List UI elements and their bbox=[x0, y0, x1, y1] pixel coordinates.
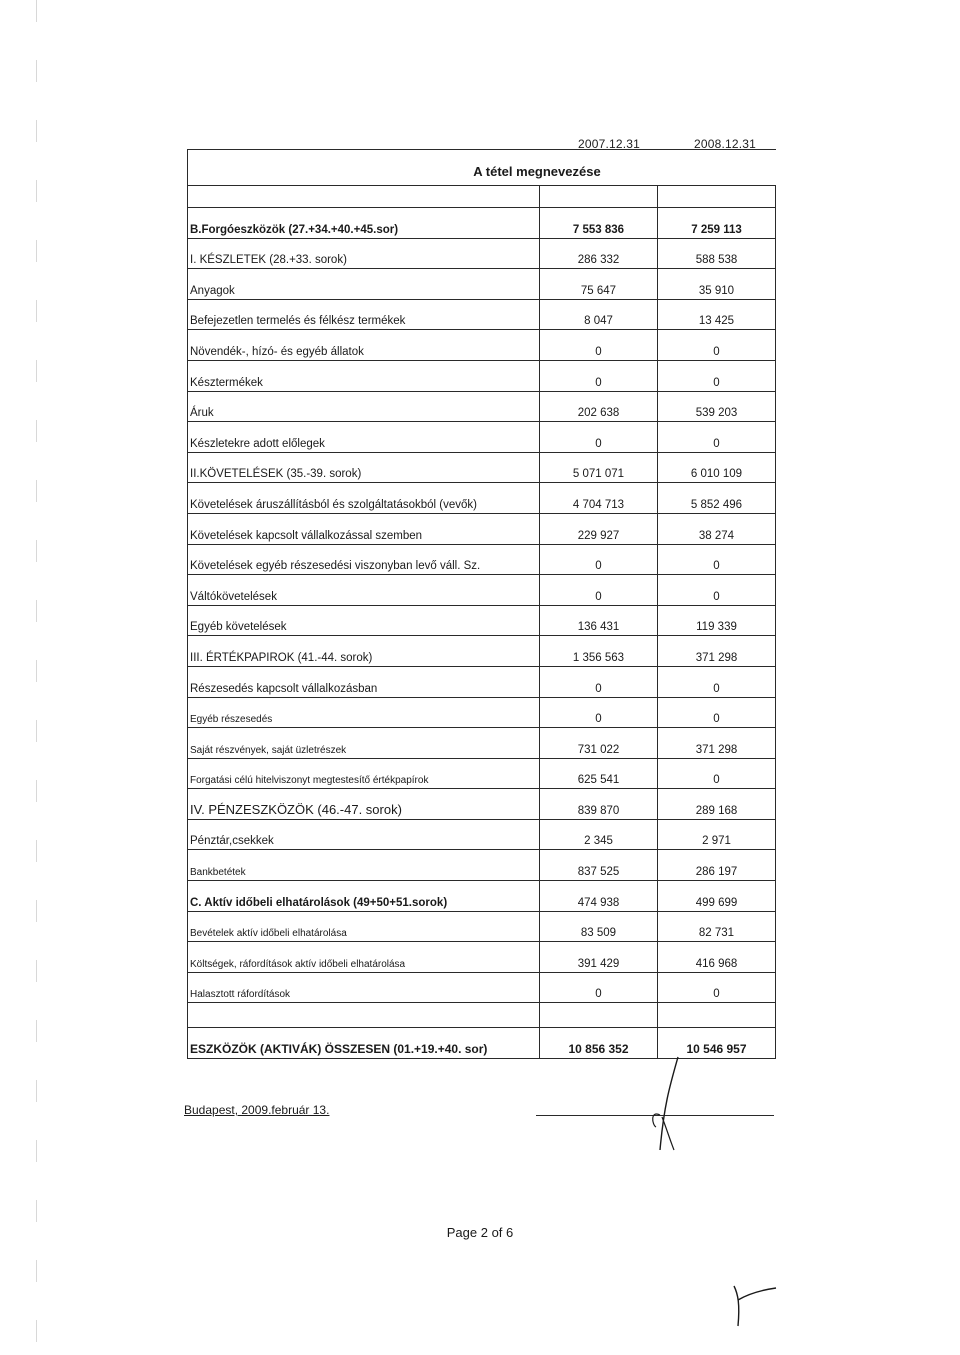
row-label: Halasztott ráfordítások bbox=[188, 972, 540, 1003]
row-value-2007: 474 938 bbox=[540, 881, 658, 912]
row-value-2008: 0 bbox=[658, 575, 776, 606]
gap-row bbox=[188, 1003, 776, 1028]
scan-edge-artifact bbox=[36, 0, 37, 1355]
row-value-2008: 35 910 bbox=[658, 269, 776, 300]
row-label: Követelések egyéb részesedési viszonyban levő váll. Sz. bbox=[188, 544, 540, 575]
row-value-2007: 4 704 713 bbox=[540, 483, 658, 514]
row-value-2007: 75 647 bbox=[540, 269, 658, 300]
table-row-aktiv-elhatarolasok bbox=[188, 881, 776, 912]
row-label: III. ÉRTÉKPAPIROK (41.-44. sorok) bbox=[188, 636, 540, 667]
table-row bbox=[188, 942, 776, 973]
table-row bbox=[188, 697, 776, 728]
row-value-2007: 5 071 071 bbox=[540, 452, 658, 483]
row-label: Bevételek aktív időbeli elhatárolása bbox=[188, 911, 540, 942]
row-label: Követelések kapcsolt vállalkozással szemben bbox=[188, 513, 540, 544]
signature-mark bbox=[640, 1055, 700, 1155]
column-date-2007: 2007.12.31 bbox=[578, 137, 641, 151]
table-row bbox=[188, 972, 776, 1003]
row-value-2008: 13 425 bbox=[658, 299, 776, 330]
table-title: A tétel megnevezése bbox=[473, 164, 601, 179]
row-value-2008: 371 298 bbox=[658, 636, 776, 667]
row-value-2007: 0 bbox=[540, 972, 658, 1003]
row-value-2008: 6 010 109 bbox=[658, 452, 776, 483]
table-row bbox=[188, 513, 776, 544]
initials-mark bbox=[722, 1280, 782, 1330]
table-row bbox=[188, 238, 776, 269]
row-label: Egyéb részesedés bbox=[188, 697, 540, 728]
table-row bbox=[188, 605, 776, 636]
table-row bbox=[188, 819, 776, 850]
row-value-2007: 202 638 bbox=[540, 391, 658, 422]
table-row bbox=[188, 452, 776, 483]
row-label: B.Forgóeszközök (27.+34.+40.+45.sor) bbox=[188, 208, 540, 239]
row-label: IV. PÉNZESZKÖZÖK (46.-47. sorok) bbox=[188, 789, 540, 820]
table-row bbox=[188, 269, 776, 300]
table-row bbox=[188, 330, 776, 361]
row-label: Költségek, ráfordítások aktív időbeli elhatárolása bbox=[188, 942, 540, 973]
row-value-2007: 391 429 bbox=[540, 942, 658, 973]
row-value-2008: 0 bbox=[658, 544, 776, 575]
table-row bbox=[188, 299, 776, 330]
row-label: Késztermékek bbox=[188, 360, 540, 391]
row-label: Növendék-, hízó- és egyéb állatok bbox=[188, 330, 540, 361]
balance-sheet-table bbox=[187, 149, 776, 1059]
row-value-2007: 0 bbox=[540, 422, 658, 453]
table-row bbox=[188, 728, 776, 759]
row-value-2008: 119 339 bbox=[658, 605, 776, 636]
row-label: Készletekre adott előlegek bbox=[188, 422, 540, 453]
table-row bbox=[188, 850, 776, 881]
table-row bbox=[188, 636, 776, 667]
row-value-2007: 625 541 bbox=[540, 758, 658, 789]
row-value-2008: 0 bbox=[658, 422, 776, 453]
row-label: Áruk bbox=[188, 391, 540, 422]
row-value-2008: 289 168 bbox=[658, 789, 776, 820]
row-value-2008: 0 bbox=[658, 330, 776, 361]
row-label: Bankbetétek bbox=[188, 850, 540, 881]
total-value-2007: 10 856 352 bbox=[540, 1028, 658, 1059]
table-row bbox=[188, 483, 776, 514]
row-label: Váltókövetelések bbox=[188, 575, 540, 606]
row-value-2007: 0 bbox=[540, 544, 658, 575]
row-value-2007: 839 870 bbox=[540, 789, 658, 820]
row-label: Követelések áruszállításból és szolgáltatásokból (vevők) bbox=[188, 483, 540, 514]
table-row bbox=[188, 911, 776, 942]
row-value-2008: 5 852 496 bbox=[658, 483, 776, 514]
row-label: I. KÉSZLETEK (28.+33. sorok) bbox=[188, 238, 540, 269]
row-value-2007: 229 927 bbox=[540, 513, 658, 544]
table-row bbox=[188, 666, 776, 697]
row-value-2008: 0 bbox=[658, 666, 776, 697]
row-label: Anyagok bbox=[188, 269, 540, 300]
row-value-2008: 0 bbox=[658, 697, 776, 728]
row-value-2007: 1 356 563 bbox=[540, 636, 658, 667]
row-value-2007: 7 553 836 bbox=[540, 208, 658, 239]
row-value-2008: 371 298 bbox=[658, 728, 776, 759]
total-label: ESZKÖZÖK (AKTIVÁK) ÖSSZESEN (01.+19.+40. sor) bbox=[188, 1028, 540, 1059]
row-value-2007: 837 525 bbox=[540, 850, 658, 881]
row-value-2008: 286 197 bbox=[658, 850, 776, 881]
row-value-2008: 499 699 bbox=[658, 881, 776, 912]
row-value-2007: 731 022 bbox=[540, 728, 658, 759]
table-row bbox=[188, 789, 776, 820]
row-value-2007: 2 345 bbox=[540, 819, 658, 850]
row-value-2008: 7 259 113 bbox=[658, 208, 776, 239]
place-date: Budapest, 2009.február 13. bbox=[184, 1103, 330, 1117]
row-label: II.KÖVETELÉSEK (35.-39. sorok) bbox=[188, 452, 540, 483]
table-row bbox=[188, 422, 776, 453]
page-number: Page 2 of 6 bbox=[446, 1225, 514, 1240]
row-value-2008: 0 bbox=[658, 360, 776, 391]
row-value-2007: 0 bbox=[540, 360, 658, 391]
table-row bbox=[188, 360, 776, 391]
table-row bbox=[188, 758, 776, 789]
row-value-2008: 82 731 bbox=[658, 911, 776, 942]
row-label: Befejezetlen termelés és félkész termékek bbox=[188, 299, 540, 330]
row-value-2007: 83 509 bbox=[540, 911, 658, 942]
column-date-2008: 2008.12.31 bbox=[694, 137, 757, 151]
row-value-2008: 2 971 bbox=[658, 819, 776, 850]
row-label: Részesedés kapcsolt vállalkozásban bbox=[188, 666, 540, 697]
row-value-2008: 416 968 bbox=[658, 942, 776, 973]
row-value-2007: 0 bbox=[540, 697, 658, 728]
table-row bbox=[188, 391, 776, 422]
row-label: Forgatási célú hitelviszonyt megtestesítő értékpapírok bbox=[188, 758, 540, 789]
table-row bbox=[188, 575, 776, 606]
row-label: C. Aktív időbeli elhatárolások (49+50+51.sorok) bbox=[188, 881, 540, 912]
row-value-2008: 588 538 bbox=[658, 238, 776, 269]
table-row-forgoeszkozok bbox=[188, 208, 776, 239]
row-value-2007: 0 bbox=[540, 330, 658, 361]
table-row bbox=[188, 544, 776, 575]
row-label: Egyéb követelések bbox=[188, 605, 540, 636]
row-label: Saját részvények, saját üzletrészek bbox=[188, 728, 540, 759]
row-value-2008: 539 203 bbox=[658, 391, 776, 422]
row-value-2007: 286 332 bbox=[540, 238, 658, 269]
row-value-2008: 38 274 bbox=[658, 513, 776, 544]
spacer-row bbox=[188, 186, 776, 208]
row-value-2007: 0 bbox=[540, 666, 658, 697]
row-value-2007: 0 bbox=[540, 575, 658, 606]
row-value-2007: 8 047 bbox=[540, 299, 658, 330]
row-label: Pénztár,csekkek bbox=[188, 819, 540, 850]
row-value-2008: 0 bbox=[658, 972, 776, 1003]
row-value-2007: 136 431 bbox=[540, 605, 658, 636]
total-value-2008: 10 546 957 bbox=[658, 1028, 776, 1059]
row-value-2008: 0 bbox=[658, 758, 776, 789]
